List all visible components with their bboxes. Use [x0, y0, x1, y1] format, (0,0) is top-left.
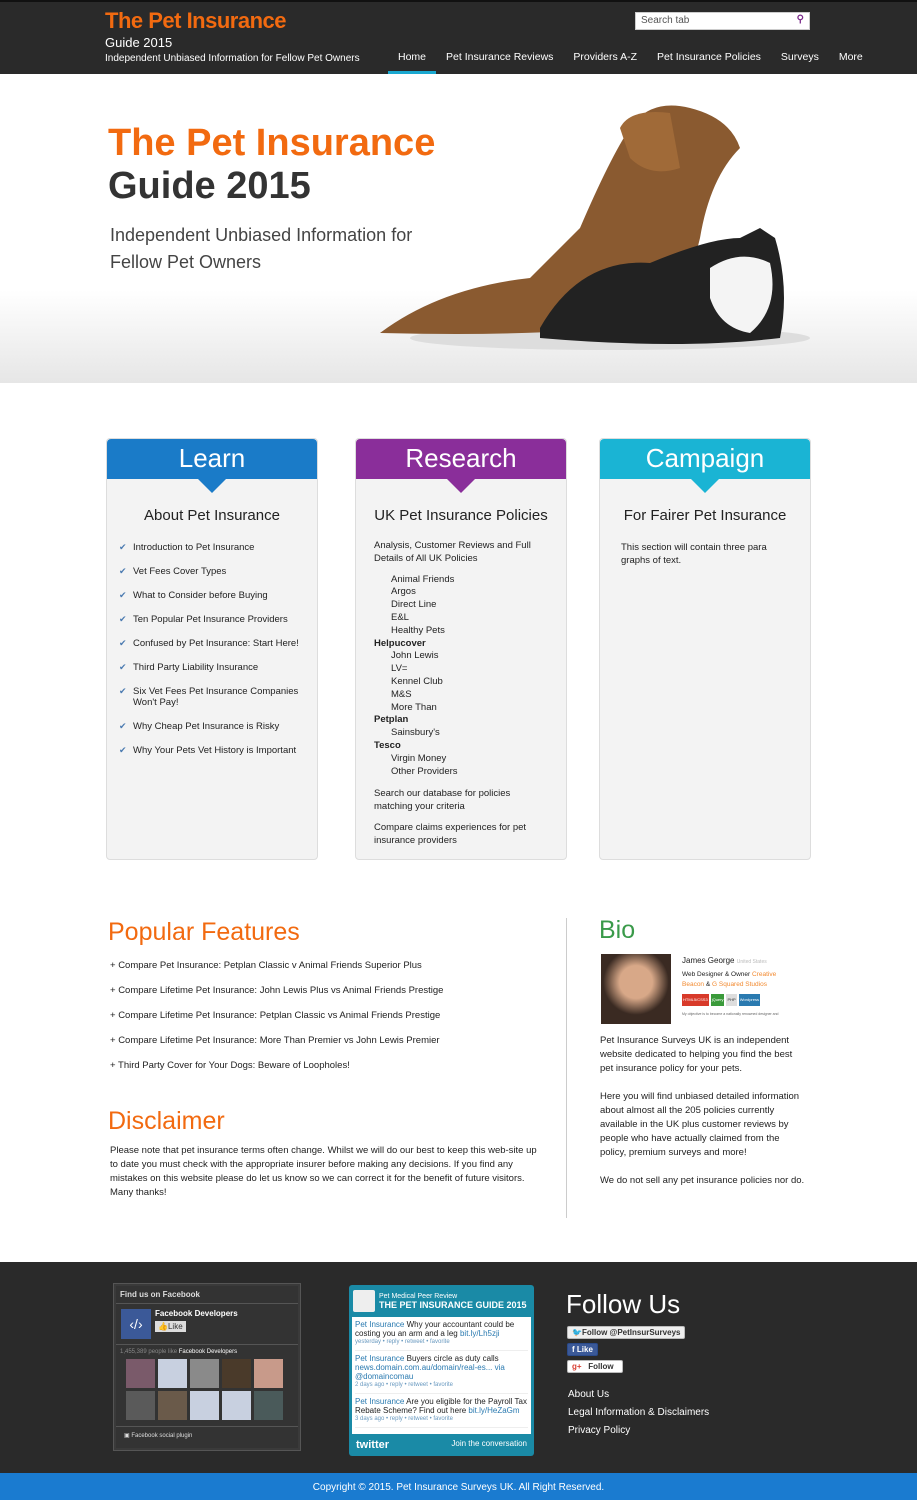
search-icon[interactable]: ⚲	[796, 14, 804, 25]
tweet-list	[352, 1317, 531, 1434]
bio-text	[600, 1034, 805, 1188]
fb-like-count: 1,455,389 people like	[120, 1349, 178, 1355]
tweet-text: Buyers circle as duty calls	[406, 1354, 499, 1363]
learn-item[interactable]: ✔ Confused by Pet Insurance: Start Here!	[119, 638, 305, 649]
author-role: Web Designer & Owner	[682, 971, 751, 978]
provider-item[interactable]: Kennel Club	[391, 675, 443, 687]
dog-and-cat-image	[380, 88, 810, 363]
fb-fan-avatar[interactable]	[222, 1359, 251, 1388]
search-input[interactable]	[635, 12, 810, 30]
feature-link[interactable]: + Compare Lifetime Pet Insurance: John Lewis Plus vs Animal Friends Prestige	[110, 985, 443, 996]
divider	[566, 918, 567, 1218]
tweet-link[interactable]: news.domain.com.au/domain/real-es... via @domaincomau	[355, 1363, 505, 1381]
provider-item[interactable]: John Lewis	[391, 650, 439, 662]
tweet-link[interactable]: bit.ly/Lh5zji	[459, 1329, 500, 1338]
bio-paragraph: We do not sell any pet insurance policies nor do.	[600, 1175, 805, 1186]
provider-item[interactable]: Virgin Money	[391, 752, 447, 764]
search-policies-link[interactable]: Search our database for policies matching your criteria	[374, 788, 511, 813]
provider-item[interactable]: Sainsbury's	[391, 727, 440, 739]
learn-item[interactable]: ✔ Ten Popular Pet Insurance Providers	[119, 614, 305, 625]
learn-item[interactable]: ✔ Third Party Liability Insurance	[119, 662, 305, 673]
fb-fan-avatar[interactable]	[190, 1391, 219, 1420]
feature-link[interactable]: + Compare Lifetime Pet Insurance: Petplan Classic vs Animal Friends Prestige	[110, 1010, 443, 1021]
provider-list	[374, 574, 548, 779]
research-intro: Analysis, Customer Reviews and Full Details of All UK Policies	[374, 540, 531, 564]
provider-item[interactable]: Tesco	[374, 739, 401, 751]
provider-item[interactable]: M&S	[391, 688, 412, 700]
research-card	[355, 438, 567, 860]
twitter-bird-icon: 🐦	[572, 1328, 582, 1337]
provider-item[interactable]: Argos	[391, 586, 416, 598]
tweet-meta[interactable]: 2 days ago • reply • retweet • favorite	[355, 1382, 454, 1388]
provider-item[interactable]: More Than	[391, 701, 437, 713]
learn-banner[interactable]: Learn	[107, 439, 317, 479]
fb-dev-logo: ‹/›	[121, 1309, 151, 1339]
disclaimer-title: Disclaimer	[108, 1107, 225, 1135]
ampersand: &	[705, 981, 711, 988]
provider-item[interactable]: Direct Line	[391, 599, 437, 611]
fb-plugin-label: ▣ Facebook social plugin	[116, 1426, 298, 1444]
bio-paragraph: Pet Insurance Surveys UK is an independent website dedicated to helping you find the best pet insurance policy for your pets.	[600, 1035, 793, 1074]
research-banner[interactable]: Research	[356, 439, 566, 479]
fb-fan-avatar[interactable]	[254, 1391, 283, 1420]
compare-claims-link[interactable]: Compare claims experiences for pet insurance providers	[374, 821, 527, 846]
tweet-user[interactable]: Pet Insurance	[355, 1354, 405, 1363]
features-list	[110, 960, 443, 1085]
fb-fan-avatar[interactable]	[126, 1391, 155, 1420]
fb-widget-title: Find us on Facebook	[116, 1286, 298, 1304]
feature-link[interactable]: + Compare Pet Insurance: Petplan Classic v Animal Friends Superior Plus	[110, 960, 443, 971]
twitter-logo[interactable]: twitter	[356, 1439, 389, 1451]
footer-link-legal[interactable]: Legal Information & Disclaimers	[568, 1407, 710, 1418]
tweet	[355, 1354, 528, 1394]
features-title: Popular Features	[108, 918, 300, 946]
feature-link[interactable]: + Third Party Cover for Your Dogs: Beware of Loopholes!	[110, 1060, 443, 1071]
footer-link-about[interactable]: About Us	[568, 1389, 610, 1400]
learn-item[interactable]: ✔ Why Cheap Pet Insurance is Risky	[119, 721, 305, 732]
nav-home[interactable]: Home	[388, 50, 436, 74]
main-nav	[388, 50, 873, 74]
provider-item[interactable]: Helpucover	[374, 637, 426, 649]
twitter-widget	[349, 1285, 534, 1456]
company-link-2[interactable]: G Squared Studios	[712, 981, 767, 988]
fb-like-button[interactable]: 👍Like	[155, 1321, 186, 1332]
tweet-meta[interactable]: yesterday • reply • retweet • favorite	[355, 1339, 450, 1345]
author-photo	[601, 954, 671, 1024]
author-location: United States	[736, 959, 767, 965]
twitter-avatar	[353, 1290, 375, 1312]
tweet-text: Why your accountant could be costing you an arm and a leg	[355, 1320, 515, 1338]
campaign-card	[599, 438, 811, 860]
gplus-icon: g+	[572, 1362, 582, 1371]
hero-title: The Pet Insurance	[108, 122, 436, 164]
bio-paragraph: Here you will find unbiased detailed information about almost all the 205 policies currently available in the UK plus customer reviews by people who have actually claimed from the policy, premium surveys and more!	[600, 1091, 800, 1158]
campaign-banner[interactable]: Campaign	[600, 439, 810, 479]
provider-item[interactable]: Other Providers	[391, 765, 458, 777]
company-link-1[interactable]: Creative Beacon	[682, 971, 777, 988]
gplus-follow-button[interactable]: g+ Follow	[567, 1360, 623, 1373]
learn-heading: About Pet Insurance	[144, 507, 280, 524]
tweet-user[interactable]: Pet Insurance	[355, 1397, 405, 1406]
fb-page-name[interactable]: Facebook Developers	[155, 1309, 238, 1318]
fb-fan-avatar[interactable]	[254, 1359, 283, 1388]
provider-item[interactable]: E&L	[391, 611, 409, 623]
author-objective: My objective is to become a nationally renowned designer and	[682, 1012, 779, 1016]
footer-link-privacy[interactable]: Privacy Policy	[568, 1425, 631, 1436]
nav-surveys[interactable]: Surveys	[780, 51, 819, 63]
learn-item[interactable]: ✔ What to Consider before Buying	[119, 590, 305, 601]
research-heading: UK Pet Insurance Policies	[374, 507, 548, 524]
logo-title[interactable]: The Pet Insurance	[105, 8, 287, 33]
nav-reviews[interactable]: Pet Insurance Reviews	[446, 51, 554, 63]
search-placeholder: Search tab	[641, 15, 690, 26]
nav-policies[interactable]: Pet Insurance Policies	[657, 51, 761, 63]
hero-title-year: Guide 2015	[108, 165, 311, 207]
learn-list	[107, 542, 317, 756]
twitter-follow-button[interactable]: 🐦Follow @PetInsurSurveys	[567, 1326, 685, 1339]
logo-subtitle: Guide 2015	[105, 35, 173, 50]
campaign-text: This section will contain three para graphs of text.	[621, 542, 767, 566]
tweet-meta[interactable]: 3 days ago • reply • retweet • favorite	[355, 1416, 454, 1422]
facebook-icon: f	[572, 1345, 577, 1354]
fb-faces	[116, 1359, 298, 1420]
provider-item[interactable]: Healthy Pets	[391, 624, 445, 636]
bio-title: Bio	[599, 916, 636, 944]
hero-subtitle: Independent Unbiased Information for Fellow Pet Owners	[110, 225, 413, 272]
disclaimer-text: Please note that pet insurance terms often change. Whilst we will do our best to keep this web-site up to date you must check with the appropriate insurer before making any decisions. If you find any mistakes on this website please do let us know so we can correct it for the benefit of future visitors. Many thanks!	[110, 1145, 537, 1198]
tag: PHP	[726, 994, 736, 1006]
provider-item[interactable]: Animal Friends	[391, 573, 455, 585]
provider-item[interactable]: Petplan	[374, 714, 409, 726]
fb-fan-avatar[interactable]	[158, 1391, 187, 1420]
twitter-subtitle: Pet Medical Peer Review	[379, 1292, 458, 1300]
fb-fan-avatar[interactable]	[158, 1359, 187, 1388]
twitter-title: THE PET INSURANCE GUIDE 2015	[379, 1299, 527, 1310]
tweet-link[interactable]: bit.ly/HeZaGm	[468, 1406, 520, 1415]
campaign-heading: For Fairer Pet Insurance	[623, 507, 787, 524]
facebook-like-button[interactable]: f Like	[567, 1343, 598, 1356]
learn-item[interactable]: ✔ Introduction to Pet Insurance	[119, 542, 305, 553]
tweet	[355, 1397, 528, 1428]
learn-item[interactable]: ✔ Six Vet Fees Pet Insurance Companies Won't Pay!	[119, 686, 305, 708]
feature-link[interactable]: + Compare Lifetime Pet Insurance: More Than Premier vs John Lewis Premier	[110, 1035, 443, 1046]
facebook-widget	[114, 1284, 300, 1450]
author-name: James George	[682, 956, 735, 965]
header-tagline: Independent Unbiased Information for Fellow Pet Owners	[105, 53, 360, 64]
provider-item[interactable]: LV=	[391, 663, 408, 675]
fb-fan-avatar[interactable]	[190, 1359, 219, 1388]
copyright-bar: Copyright © 2015. Pet Insurance Surveys UK. All Right Reserved.	[0, 1473, 917, 1500]
fb-fan-avatar[interactable]	[126, 1359, 155, 1388]
learn-item[interactable]: ✔ Vet Fees Cover Types	[119, 566, 305, 577]
tag: HTML5/CSS3	[682, 994, 709, 1006]
tweet-user[interactable]: Pet Insurance	[355, 1320, 405, 1329]
tweet	[355, 1320, 528, 1351]
tweet-text: Are you eligible for the Payroll Tax Rebate Scheme? Find out here	[355, 1397, 527, 1415]
nav-providers[interactable]: Providers A-Z	[573, 51, 638, 63]
tag: jQuery	[711, 994, 725, 1006]
tag: Wordpress	[739, 994, 760, 1006]
join-conversation-link[interactable]: Join the conversation	[451, 1439, 527, 1448]
nav-more[interactable]: More	[838, 51, 863, 63]
fb-fan-avatar[interactable]	[222, 1391, 251, 1420]
fb-page-link[interactable]: Facebook Developers	[178, 1349, 238, 1355]
follow-title: Follow Us	[566, 1289, 681, 1319]
learn-item[interactable]: ✔ Why Your Pets Vet History is Important	[119, 745, 305, 756]
learn-card	[106, 438, 318, 860]
